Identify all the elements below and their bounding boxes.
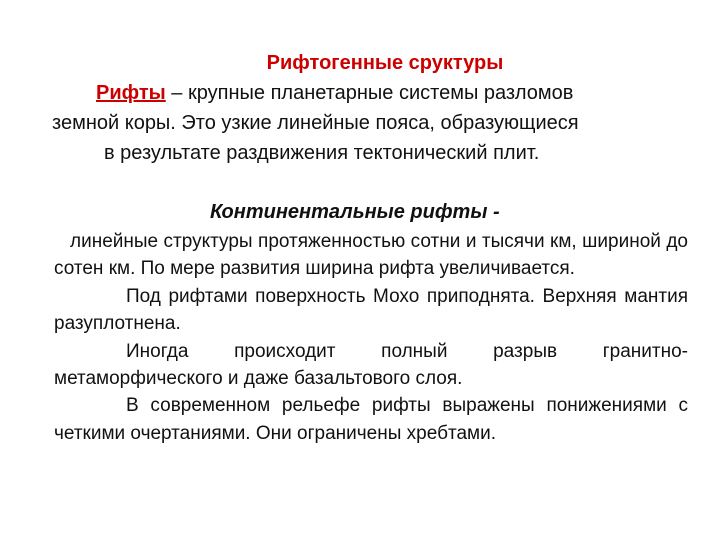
intro-line-1-text: – крупные планетарные системы разломов xyxy=(165,82,574,104)
intro-line-3: в результате раздвижения тектонический плит. xyxy=(104,142,540,164)
paragraph-4: В современном рельефе рифты выражены понижениями с четкими очертаниями. Они ограничены хребтами. xyxy=(54,395,688,444)
paragraph-3: Иногда происходит полный разрыв гранитно-метаморфического и даже базальтового слоя. xyxy=(54,340,688,390)
paragraph-1: линейные структуры протяженностью сотни и тысячи км, шириной до сотен км. По мере развития ширина рифта увеличивается. xyxy=(54,231,688,280)
rifts-term: Рифты xyxy=(96,82,166,104)
section-title: Континентальные рифты - xyxy=(210,201,500,223)
section-body xyxy=(54,228,688,447)
intro-line-1 xyxy=(96,78,573,108)
intro-line-2: земной коры. Это узкие линейные пояса, образующиеся xyxy=(52,112,579,134)
slide-title: Рифтогенные сруктуры xyxy=(266,52,504,74)
paragraph-2: Под рифтами поверхность Мохо приподнята. Верхняя мантия разуплотнена. xyxy=(54,285,688,335)
